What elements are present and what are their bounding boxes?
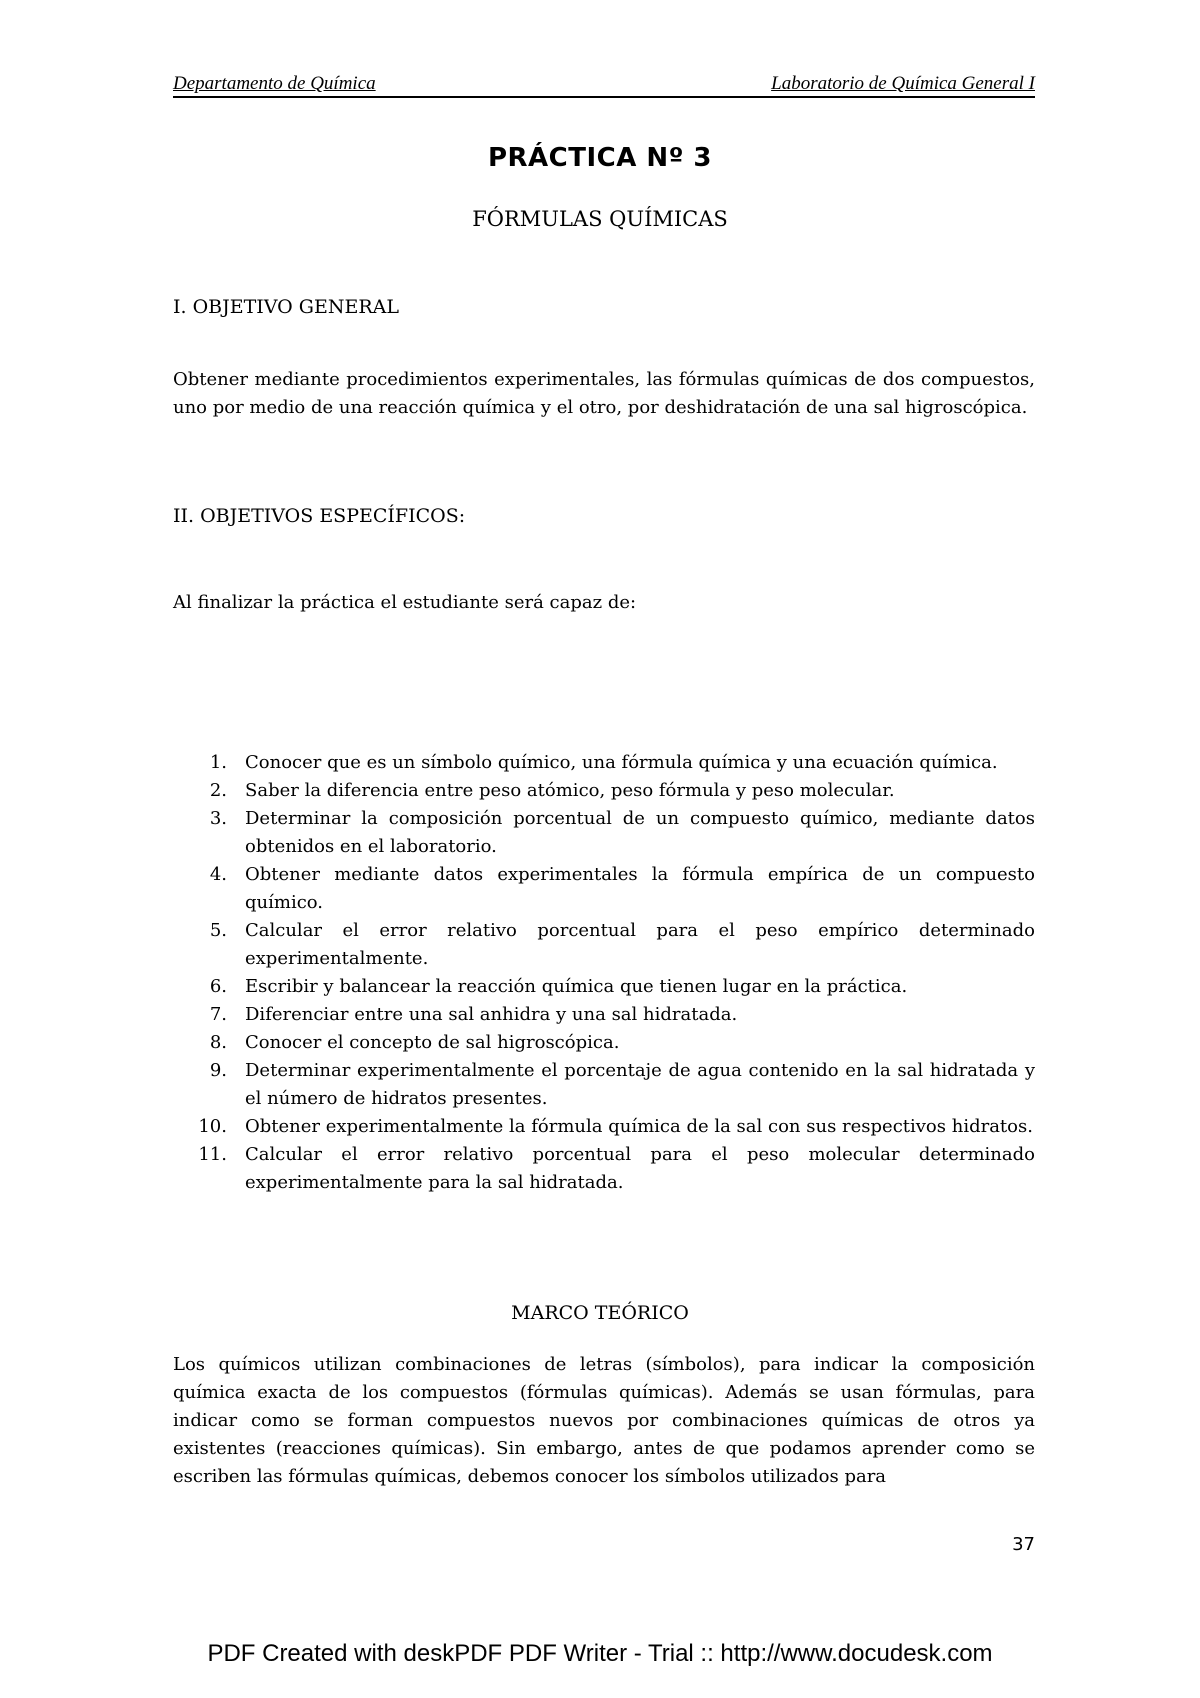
objective-number: 10. (198, 1116, 227, 1137)
objective-item (173, 1029, 1035, 1057)
objective-item (173, 917, 1035, 973)
objective-number: 3. (209, 808, 227, 829)
page-number: 37 (1012, 1534, 1035, 1555)
objective-item (173, 805, 1035, 861)
objective-item (173, 1141, 1035, 1197)
objective-text: Obtener mediante datos experimentales la fórmula empírica de un compuesto químico. (245, 864, 1035, 913)
objective-item (173, 1113, 1035, 1141)
objective-item (173, 1057, 1035, 1113)
section-heading-specific-objectives: II. OBJETIVOS ESPECÍFICOS: (173, 505, 466, 527)
objective-item (173, 777, 1035, 805)
objective-number: 6. (209, 976, 227, 997)
objective-item (173, 749, 1035, 777)
objective-text: Conocer que es un símbolo químico, una fórmula química y una ecuación química. (245, 752, 998, 773)
objective-number: 2. (209, 780, 227, 801)
objective-text: Saber la diferencia entre peso atómico, peso fórmula y peso molecular. (245, 780, 895, 801)
general-objective-paragraph: Obtener mediante procedimientos experimentales, las fórmulas químicas de dos compuestos, uno por medio de una reacción química y el otro, por deshidratación de una sal higroscópica. (173, 369, 1035, 418)
objective-number: 1. (209, 752, 227, 773)
objective-number: 11. (198, 1144, 227, 1165)
section-heading-theoretical-framework: MARCO TEÓRICO (511, 1302, 689, 1324)
specific-objectives-intro: Al finalizar la práctica el estudiante será capaz de: (173, 592, 637, 613)
objective-text: Escribir y balancear la reacción química que tienen lugar en la práctica. (245, 976, 908, 997)
section-heading-general-objective: I. OBJETIVO GENERAL (173, 296, 399, 318)
objective-item (173, 861, 1035, 917)
objective-number: 4. (209, 864, 227, 885)
specific-objectives-list (173, 749, 1035, 1197)
objective-text: Determinar la composición porcentual de un compuesto químico, mediante datos obtenidos en el laboratorio. (245, 808, 1035, 857)
objective-text: Determinar experimentalmente el porcentaje de agua contenido en la sal hidratada y el número de hidratos presentes. (245, 1060, 1035, 1109)
objective-item (173, 973, 1035, 1001)
objective-text: Calcular el error relativo porcentual para el peso empírico determinado experimentalmente. (245, 920, 1035, 969)
objective-text: Diferenciar entre una sal anhidra y una sal hidratada. (245, 1004, 738, 1025)
page-header (173, 70, 1035, 98)
theoretical-framework-paragraph: Los químicos utilizan combinaciones de letras (símbolos), para indicar la composición química exacta de los compuestos (fórmulas químicas). Además se usan fórmulas, para indicar como se forman compuestos nuevos por combinaciones químicas de otros ya existentes (reacciones químicas). Sin embargo, antes de que podamos aprender como se escriben las fórmulas químicas, debemos conocer los símbolos utilizados para (173, 1354, 1035, 1487)
header-department: Departamento de Química (173, 73, 376, 94)
objective-number: 5. (209, 920, 227, 941)
objective-number: 7. (209, 1004, 227, 1025)
objective-item (173, 1001, 1035, 1029)
objective-text: Obtener experimentalmente la fórmula química de la sal con sus respectivos hidratos. (245, 1116, 1033, 1137)
objective-text: Calcular el error relativo porcentual para el peso molecular determinado experimentalmente para la sal hidratada. (245, 1144, 1035, 1193)
objective-number: 8. (209, 1032, 227, 1053)
pdf-watermark-footer: PDF Created with deskPDF PDF Writer - Trial :: http://www.docudesk.com (207, 1640, 993, 1667)
practice-subtitle: FÓRMULAS QUÍMICAS (472, 207, 728, 231)
practice-title: PRÁCTICA Nº 3 (487, 143, 712, 173)
objective-number: 9. (209, 1060, 227, 1081)
objective-text: Conocer el concepto de sal higroscópica. (245, 1032, 620, 1053)
header-lab-title: Laboratorio de Química General I (771, 73, 1035, 94)
